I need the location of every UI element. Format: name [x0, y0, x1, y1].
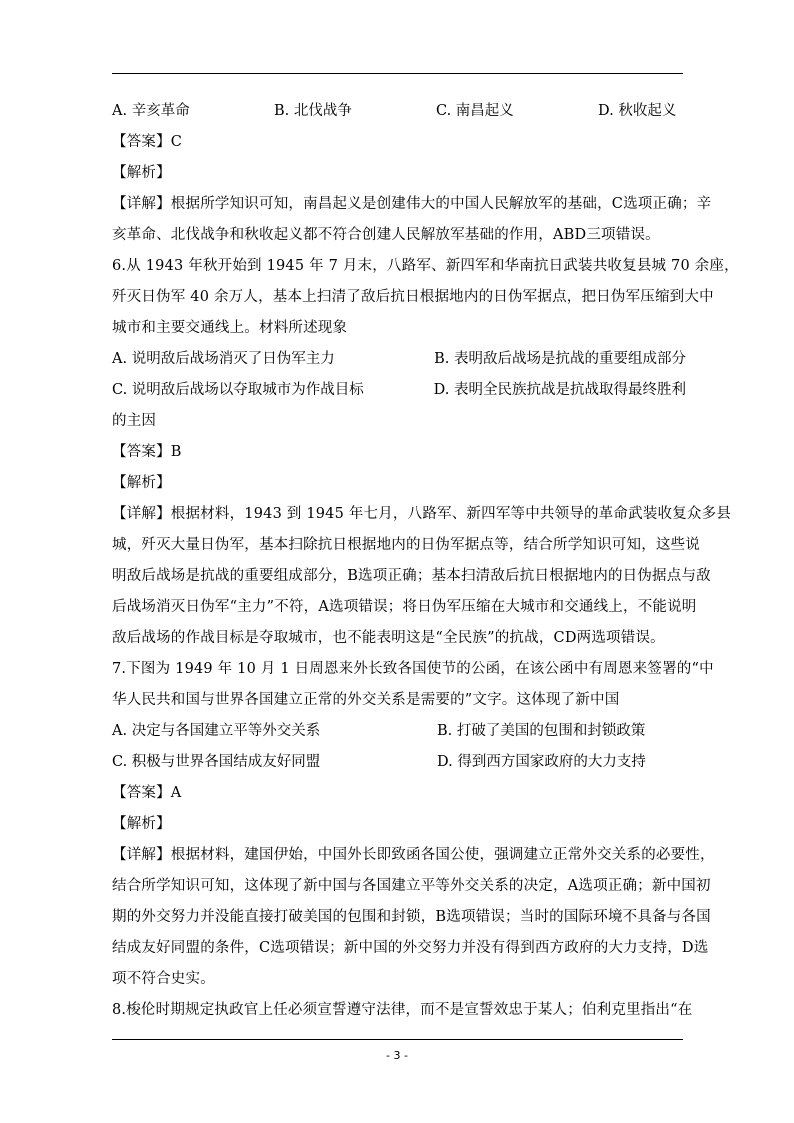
q5-option-b: B. 北伐战争 — [274, 103, 352, 119]
q6-option-d-continued: 的主因 — [112, 413, 157, 429]
q7-detail-line: 结合所学知识可知，这体现了新中国与各国建立平等外交关系的决定，A选项正确；新中国初 — [112, 878, 711, 894]
q6-answer: 【答案】B — [112, 444, 182, 460]
q6-detail-line: 后战场消灭日伪军“主力”不符，A选项错误；将日伪军压缩在大城市和交通线上，不能说明 — [112, 599, 697, 615]
q6-analysis-heading: 【解析】 — [112, 475, 171, 491]
q7-detail — [112, 840, 715, 995]
q6-stem-line: 6.从 1943 年秋开始到 1945 年 7 月末，八路军、新四军和华南抗日武装共收复县城 70 余座， — [112, 258, 739, 274]
q5-detail — [112, 189, 712, 251]
q7-options-row-1 — [112, 716, 686, 747]
page-content — [112, 96, 739, 1026]
header-rule — [112, 73, 683, 74]
q5-answer: 【答案】C — [112, 134, 183, 150]
q7-detail-line: 结成友好同盟的条件，C选项错误；新中国的外交努力并没有得到西方政府的大力支持，D选 — [112, 940, 709, 956]
q7-options-row-2 — [112, 747, 686, 778]
q5-detail-line: 【详解】根据所学知识可知，南昌起义是创建伟大的中国人民解放军的基础，C选项正确；辛 — [112, 196, 712, 212]
q7-option-c: C. 积极与世界各国结成友好同盟 — [112, 754, 321, 770]
q6-stem-line: 城市和主要交通线上。材料所述现象 — [112, 320, 348, 336]
q7-detail-line: 项不符合史实。 — [112, 971, 215, 987]
q7-option-b: B. 打破了美国的包围和封锁政策 — [437, 723, 646, 739]
q6-detail — [112, 499, 732, 654]
q8-stem-line: 8.梭伦时期规定执政官上任必须宣誓遵守法律，而不是宣誓效忠于某人；伯利克里指出“在 — [112, 1002, 693, 1018]
q5-detail-line: 亥革命、北伐战争和秋收起义都不符合创建人民解放军基础的作用，ABD三项错误。 — [112, 227, 660, 243]
q6-stem — [112, 251, 739, 344]
q7-detail-line: 期的外交努力并没能直接打破美国的包围和封锁，B选项错误；当时的国际环境不具备与各国 — [112, 909, 711, 925]
q7-detail-line: 【详解】根据材料，建国伊始，中国外长即致函各国公使，强调建立正常外交关系的必要性， — [112, 847, 715, 863]
q5-options — [112, 96, 686, 127]
q5-option-c: C. 南昌起义 — [436, 103, 514, 119]
q5-option-a: A. 辛亥革命 — [112, 103, 190, 119]
q7-stem-line: 7.下图为 1949 年 10 月 1 日周恩来外长致各国使节的公函，在该公函中有周恩来签署的“中 — [112, 661, 714, 677]
q6-option-c: C. 说明敌后战场以夺取城市为作战目标 — [112, 382, 364, 398]
q6-detail-line: 城，歼灭大量日伪军，基本扫除抗日根据地内的日伪军据点等，结合所学知识可知，这些说 — [112, 537, 700, 553]
q7-answer: 【答案】A — [112, 785, 182, 801]
q7-stem-line: 华人民共和国与世界各国建立正常的外交关系是需要的”文字。这体现了新中国 — [112, 692, 620, 708]
q7-stem — [112, 654, 714, 716]
q7-analysis-heading: 【解析】 — [112, 816, 171, 832]
q6-detail-line: 【详解】根据材料，1943 到 1945 年七月，八路军、新四军等中共领导的革命武装收复众多县 — [112, 506, 732, 522]
q6-option-a: A. 说明敌后战场消灭了日伪军主力 — [112, 351, 335, 367]
q6-option-b: B. 表明敌后战场是抗战的重要组成部分 — [434, 351, 686, 367]
q8-stem — [112, 995, 693, 1026]
q7-option-d: D. 得到西方国家政府的大力支持 — [437, 754, 646, 770]
q6-detail-line: 明敌后战场是抗战的重要组成部分，B选项正确；基本扫清敌后抗日根据地内的日伪据点与敌 — [112, 568, 711, 584]
q7-option-a: A. 决定与各国建立平等外交关系 — [112, 723, 321, 739]
q6-detail-line: 敌后战场的作战目标是夺取城市，也不能表明这是“全民族”的抗战，CD两选项错误。 — [112, 630, 665, 646]
q5-option-d: D. 秋收起义 — [598, 103, 677, 119]
q6-stem-line: 歼灭日伪军 40 余万人，基本上扫清了敌后抗日根据地内的日伪军据点，把日伪军压缩到大中 — [112, 289, 714, 305]
q5-analysis-heading: 【解析】 — [112, 165, 171, 181]
q6-options-row-2 — [112, 375, 686, 406]
q6-options-row-1 — [112, 344, 686, 375]
footer-rule — [112, 1039, 683, 1040]
q6-option-d: D. 表明全民族抗战是抗战取得最终胜利 — [433, 382, 686, 398]
page-number: - 3 - — [386, 1049, 408, 1062]
